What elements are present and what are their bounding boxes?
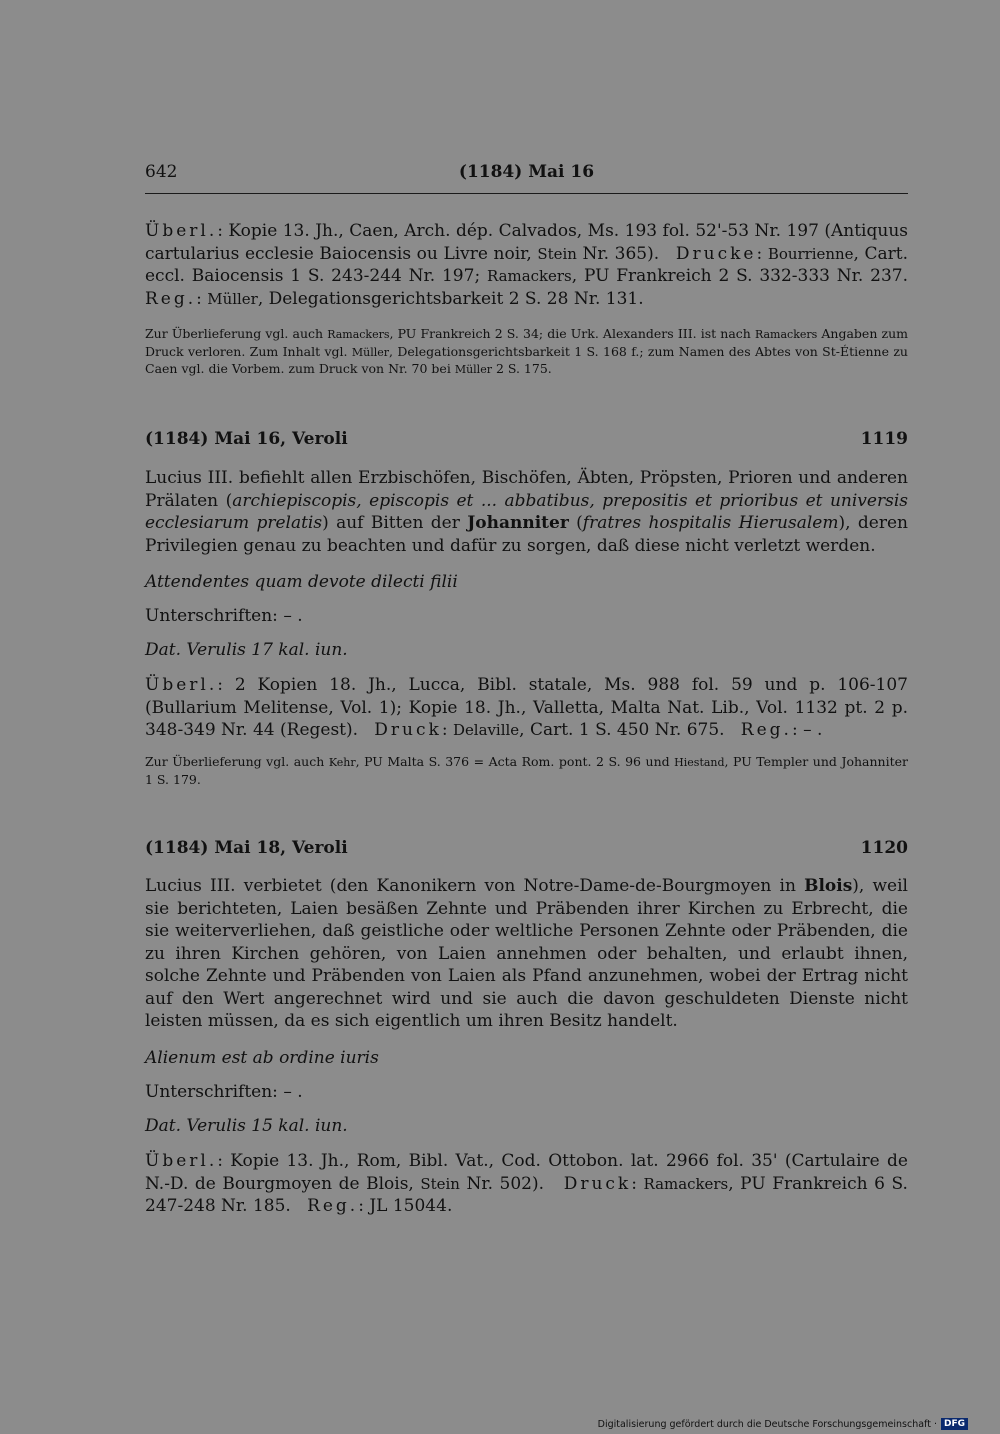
entry-number: 1120 [860,838,908,858]
prev-entry-note: Zur Überlieferung vgl. auch Ramackers, PU Frankreich 2 S. 34; die Urk. Alexanders III. ist nach Ramackers Angaben zum Druck verloren. Zum Inhalt vgl. Müller, Delegationsgerichtsbarkeit 1 S. 168 f.; zum Namen des Abtes von St-Étienne zu Caen vgl. die Vorbem. zum Druck von Nr. 70 bei Müller 2 S. 175. [145,326,908,376]
entry-date-place: (1184) Mai 16, Veroli [145,429,348,449]
dfg-logo: DFG [941,1418,968,1430]
incipit-1120: Alienum est ab ordine iuris [145,1048,379,1068]
druck-label: Druck [374,720,442,740]
footer-text: Digitalisierung gefördert durch die Deutsche Forschungsgemeinschaft · [597,1418,937,1430]
entry-heading-1120 [145,838,908,862]
regest-text-1119: Lucius III. befiehlt allen Erzbischöfen, Bischöfen, Äbten, Pröpsten, Prioren und anderen Prälaten (archiepiscopis, episcopis et ... abbatibus, prepositis et prioribus et universis ecclesiarum prelatis) auf Bitten der Johanniter (fratres hospitalis Hierusalem), deren Privilegien genau zu beachten und dafür zu sorgen, daß diese nicht verletzt werden. [145,468,908,556]
entry-heading-1119 [145,429,908,453]
signatures-1120: Unterschriften: – . [145,1082,303,1102]
header-rule [145,193,908,194]
page-number: 642 [145,162,178,182]
signatures-1119: Unterschriften: – . [145,606,303,626]
dating-clause-1119: Dat. Verulis 17 kal. iun. [145,640,348,660]
incipit-1119: Attendentes quam devote dilecti filii [145,572,458,592]
entry-number: 1119 [860,429,908,449]
ueberl-label: Überl. [145,675,218,695]
reg-label: Reg. [307,1196,359,1216]
transmission-1119: Überl.: 2 Kopien 18. Jh., Lucca, Bibl. statale, Ms. 988 fol. 59 und p. 106-107 (Bullarium Melitense, Vol. 1); Kopie 18. Jh., Valletta, Malta Nat. Lib., Vol. 1132 pt. 2 p. 348-349 Nr. 44 (Regest). Druck: Delaville, Cart. 1 S. 450 Nr. 675. Reg.: – . [145,675,908,740]
reg-label: Reg. [145,288,197,309]
reg-label: Reg. [740,720,792,740]
regest-text-1120: Lucius III. verbietet (den Kanonikern von Notre-Dame-de-Bourgmoyen in Blois), weil sie berichteten, Laien besäßen Zehnte und Präbenden ihrer Kirchen zu Erbrecht, die sie weiterverliehen, daß geistliche oder weltliche Personen Zehnte oder Präbenden, die zu ihren Kirchen gehören, von Laien annehmen oder behalten, und erlaubt ihnen, solche Zehnte und Präbenden von Laien als Pfand anzunehmen, wobei der Ertrag nicht auf den Wert angerechnet wird und sie auch die davon geschuldeten Dienste nicht leisten müssen, da es sich eigentlich um ihren Besitz handelt. [145,876,908,1031]
note-1119: Zur Überlieferung vgl. auch Kehr, PU Malta S. 376 = Acta Rom. pont. 2 S. 96 und Hiestand, PU Templer und Johanniter 1 S. 179. [145,754,908,787]
funding-footer [598,1418,968,1430]
running-title: (1184) Mai 16 [458,162,595,182]
ueberl-label: Überl. [145,1151,218,1171]
entry-date-place: (1184) Mai 18, Veroli [145,838,348,858]
druck-label: Drucke [675,243,757,264]
ueberl-label: Überl. [145,221,218,241]
druck-label: Druck [563,1173,632,1194]
page-header [145,162,908,186]
dating-clause-1120: Dat. Verulis 15 kal. iun. [145,1116,348,1136]
prev-entry-transmission: Überl.: Kopie 13. Jh., Caen, Arch. dép. Calvados, Ms. 193 fol. 52'-53 Nr. 197 (Antiquus cartularius ecclesie Baiocensis ou Livre noir, Stein Nr. 365). Drucke: Bourrienne, Cart. eccl. Baiocensis 1 S. 243-244 Nr. 197; Ramackers, PU Frankreich 2 S. 332-333 Nr. 237. Reg.: Müller, Delegationsgerichtsbarkeit 2 S. 28 Nr. 131. [145,221,908,309]
transmission-1120: Überl.: Kopie 13. Jh., Rom, Bibl. Vat., Cod. Ottobon. lat. 2966 fol. 35' (Cartulaire de N.-D. de Bourgmoyen de Blois, Stein Nr. 502). Druck: Ramackers, PU Frankreich 6 S. 247-248 Nr. 185. Reg.: JL 15044. [145,1151,908,1216]
